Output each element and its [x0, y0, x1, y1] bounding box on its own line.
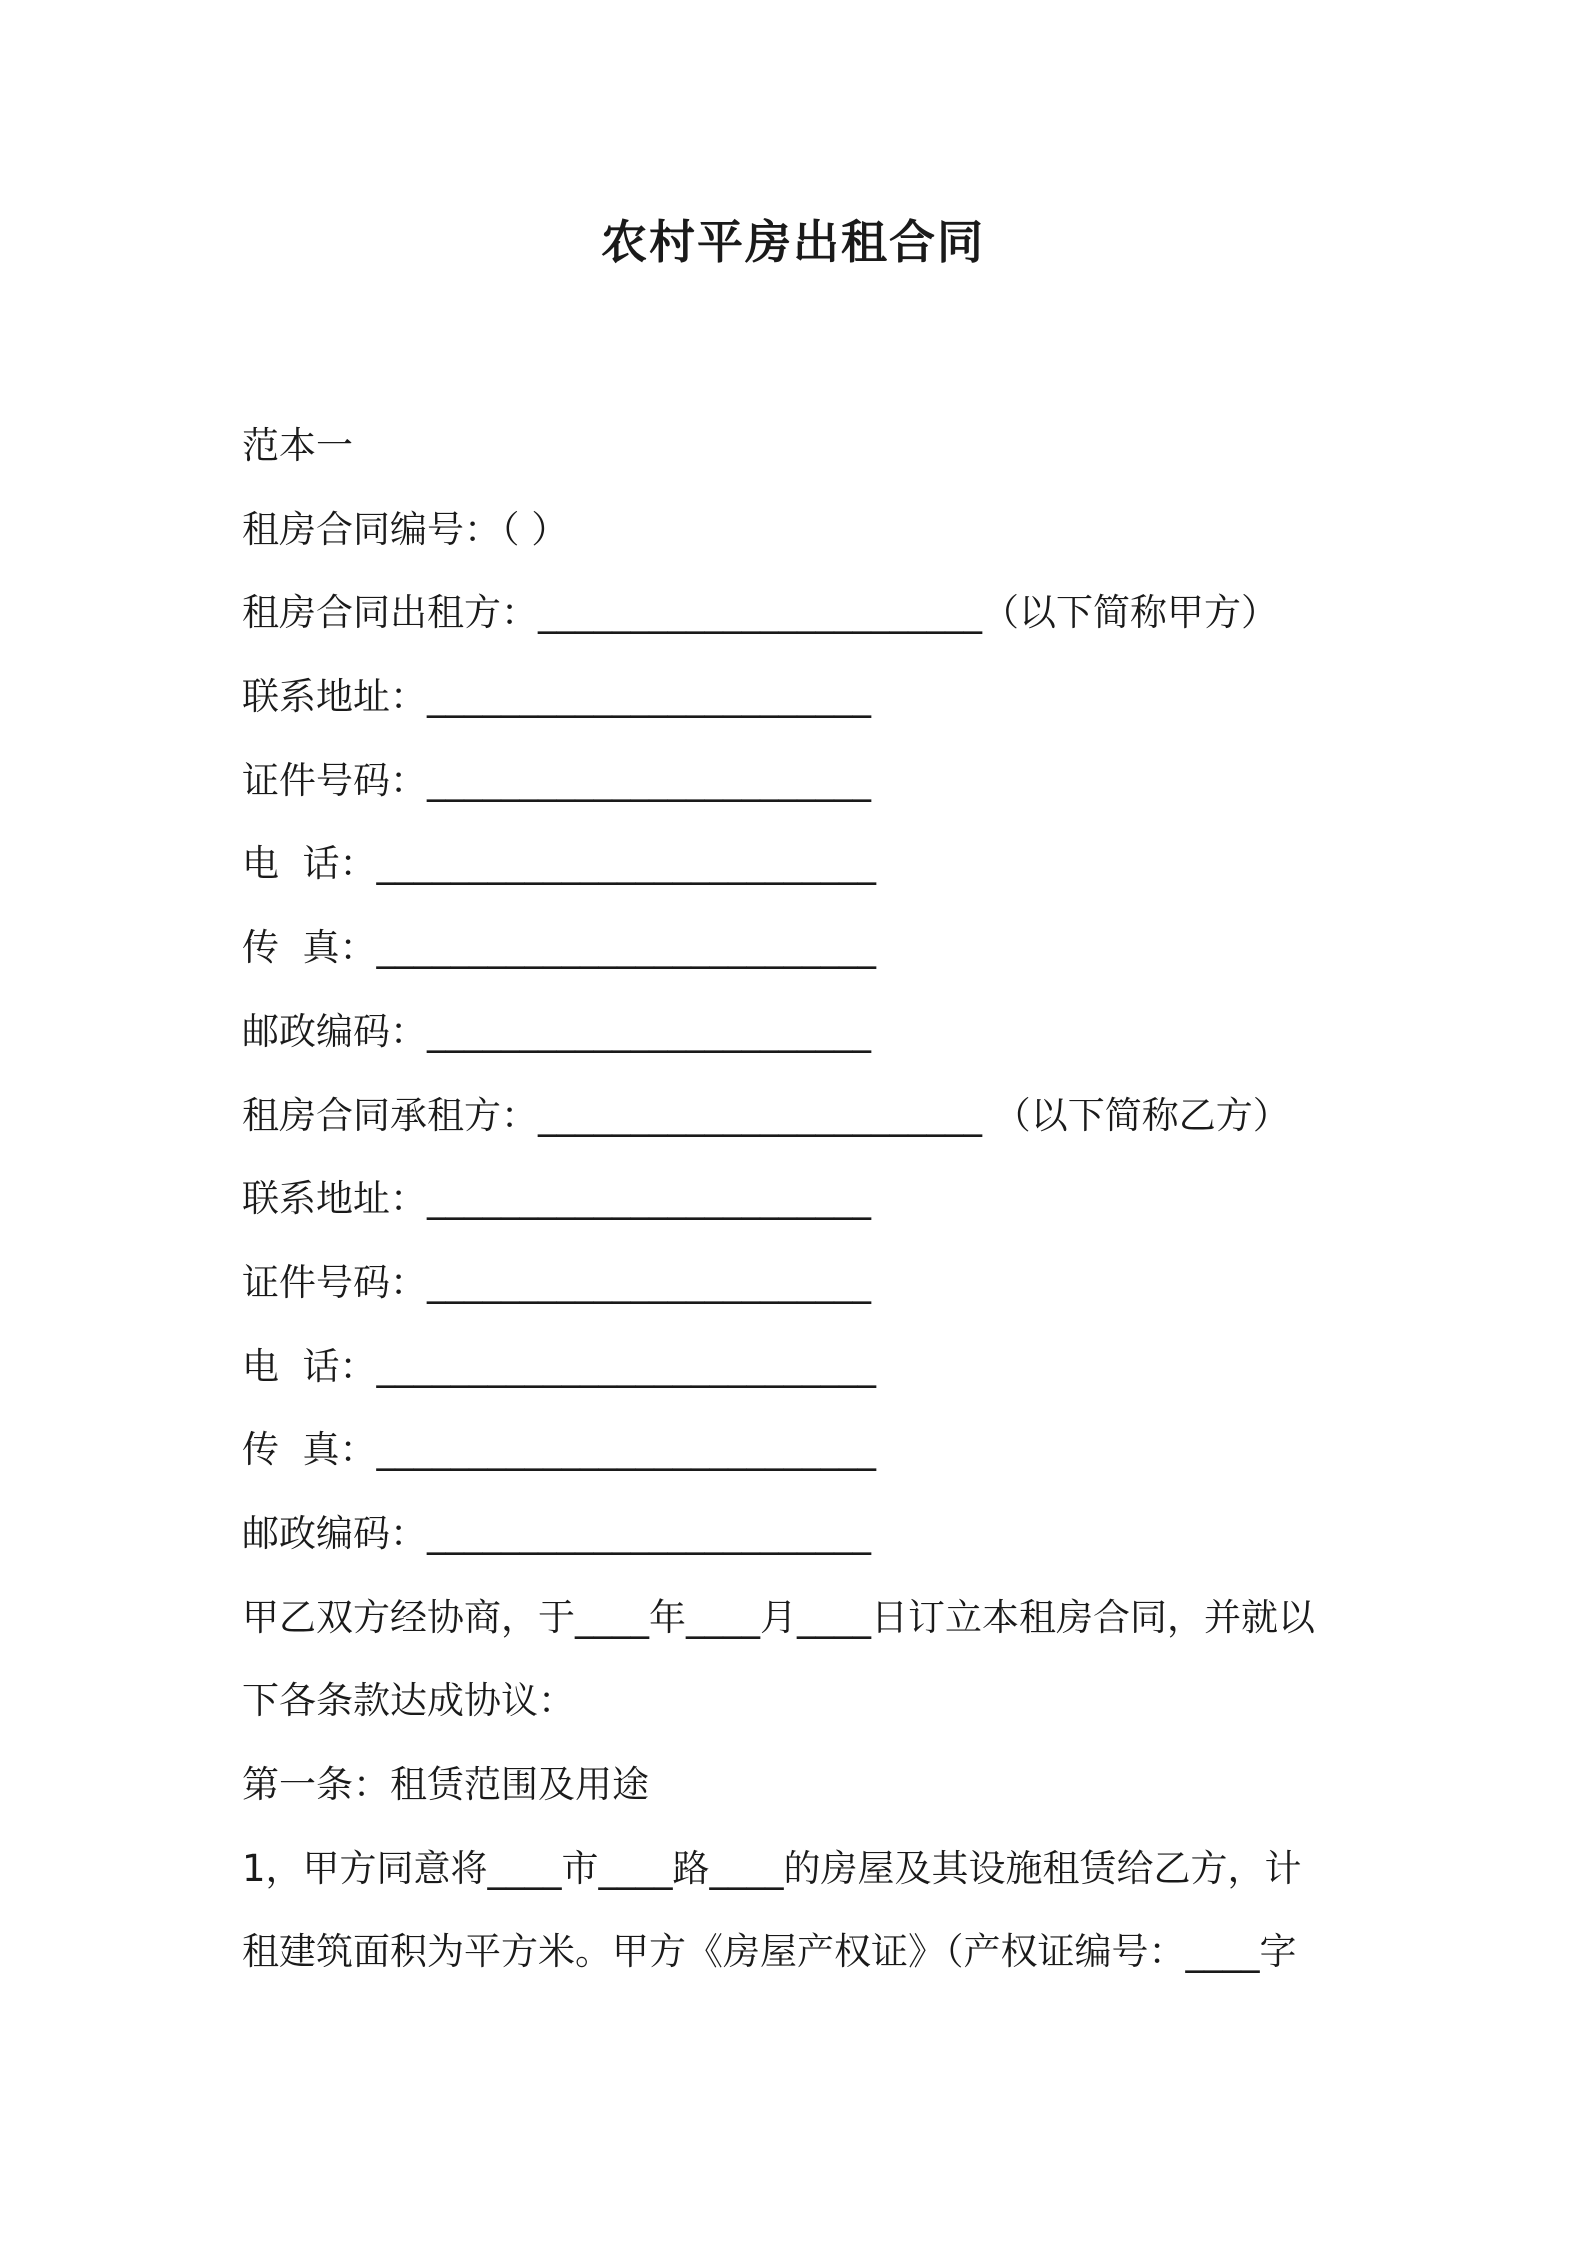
article-one-clause-line: 1，甲方同意将____市____路____的房屋及其设施租赁给乙方，计: [242, 1846, 1302, 1890]
lessee-postcode-line: 邮政编码：________________________: [242, 1511, 871, 1555]
document-body: [242, 404, 1362, 1994]
lessee-line: 租房合同承租方：________________________ （以下简称乙方）: [242, 1093, 1290, 1137]
lessor-line: 租房合同出租方：________________________（以下简称甲方）: [242, 591, 1278, 635]
lessor-address-line: 联系地址：________________________: [242, 675, 871, 719]
sample-heading: 范本一: [242, 424, 353, 467]
lessee-address-line: 联系地址：________________________: [242, 1177, 871, 1221]
agreement-intro-line: 甲乙双方经协商，于____年____月____日订立本租房合同，并就以: [242, 1595, 1315, 1639]
lessee-phone-line: 电 话：___________________________: [242, 1344, 877, 1388]
article-one-clause-line-cont: 租建筑面积为平方米。甲方《房屋产权证》（产权证编号：____字: [242, 1930, 1297, 1974]
contract-number-line: 租房合同编号：（ ）: [242, 507, 569, 551]
lessor-postcode-line: 邮政编码：________________________: [242, 1009, 871, 1053]
agreement-intro-line-cont: 下各条款达成协议：: [242, 1679, 575, 1723]
article-one-heading: 第一条：租赁范围及用途: [242, 1763, 649, 1806]
lessee-id-line: 证件号码：________________________: [242, 1260, 871, 1304]
document-title: 农村平房出租合同: [601, 215, 985, 269]
lessor-id-line: 证件号码：________________________: [242, 758, 871, 802]
lessor-phone-line: 电 话：___________________________: [242, 842, 877, 886]
lessor-fax-line: 传 真：___________________________: [242, 926, 877, 970]
lessee-fax-line: 传 真：___________________________: [242, 1428, 877, 1472]
